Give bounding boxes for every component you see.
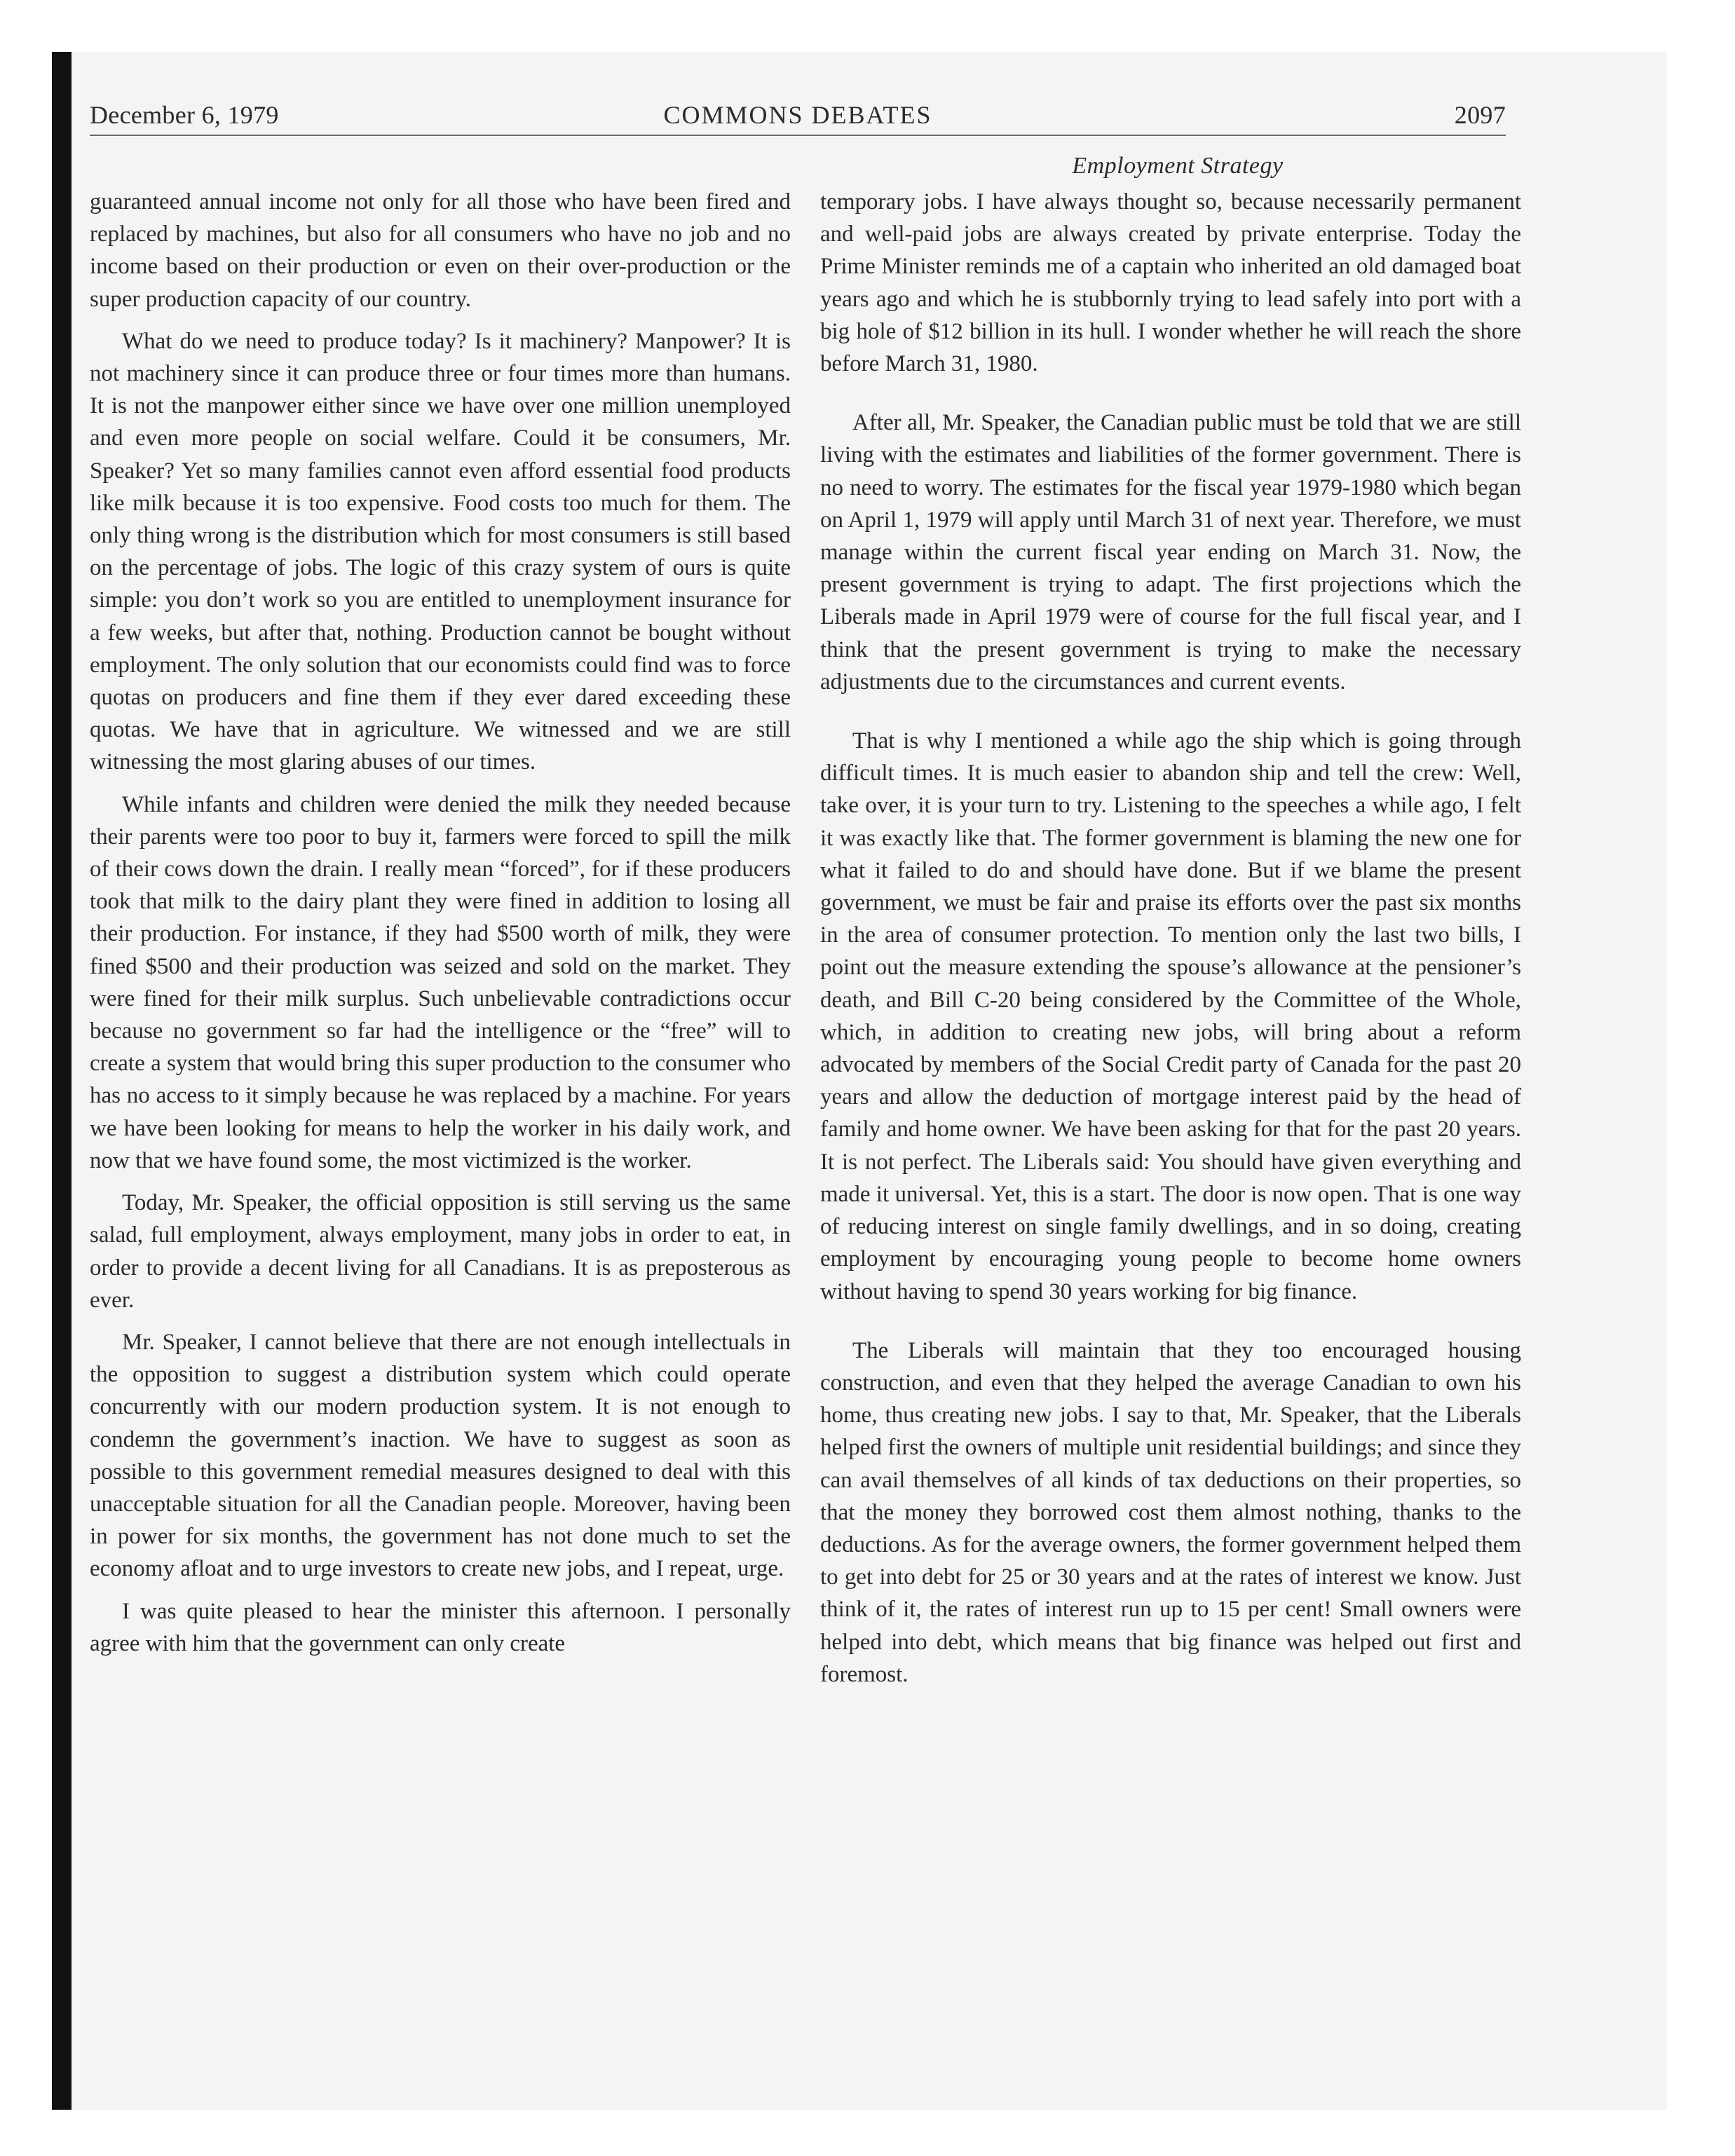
- header-date: December 6, 1979: [90, 101, 279, 129]
- scan-border: [52, 52, 72, 2110]
- paragraph: While infants and children were denied the milk they needed because their parents were too poor to buy it, farmers were forced to spill the milk of their cows down the drain. I really mean “forced”, for if these producers took that milk to the dairy plant they were fined in addition to losing all their production. For instance, if they had $500 worth of milk, they were fined $500 and their production was seized and sold on the market. They were fined for their milk surplus. Such unbelievable contradictions occur because no government so far had the intelligence or the “free” will to create a system that would bring this super production to the consumer who has no access to it simply because he was replaced by a machine. For years we have been looking for means to help the worker in his daily work, and now that we have found some, the most victimized is the worker.: [90, 791, 791, 1173]
- paragraph: guaranteed annual income not only for all those who have been fired and replaced by machines, but also for all consumers who have no job and no income based on their production or even on their over-production or the super production capacity of our country.: [90, 189, 791, 312]
- running-header: [90, 95, 1506, 136]
- paragraph: After all, Mr. Speaker, the Canadian public must be told that we are still living with the estimates and liabilities of the former government. There is no need to worry. The estimates for the fiscal year 1979-1980 which began on April 1, 1979 will apply until March 31 of next year. Therefore, we must manage within the current fiscal year ending on March 31. Now, the present government is trying to adapt. The first projections which the Liberals made in April 1979 were of course for the full fiscal year, and I think that the present government is trying to make the necessary adjustments due to the circumstances and current events.: [820, 410, 1521, 695]
- header-page-number: 2097: [1454, 101, 1506, 129]
- paragraph: What do we need to produce today? Is it machinery? Manpower? It is not machinery since it can produce three or four times more than humans. It is not the manpower either since we have over one million unemployed and even more people on social welfare. Could it be consumers, Mr. Speaker? Yet so many families cannot even afford essential food products like milk because it is too expensive. Food costs too much for them. The only thing wrong is the distribution which for most consumers is still based on the percentage of jobs. The logic of this crazy system of ours is quite simple: you don’t work so you are entitled to unemployment insurance for a few weeks, but after that, nothing. Production cannot be bought without employment. The only solution that our economists could find was to force quotas on producers and fine them if they ever dared exceeding these quotas. We have that in agriculture. We witnessed and we are still witnessing the most glaring abuses of our times.: [90, 328, 791, 775]
- right-column: [820, 186, 1521, 1691]
- paragraph: Today, Mr. Speaker, the official opposition is still serving us the same salad, full employment, always employment, many jobs in order to eat, in order to provide a decent living for all Canadians. It is as preposterous as ever.: [90, 1190, 791, 1313]
- left-column: [90, 186, 791, 1660]
- paragraph: temporary jobs. I have always thought so, because necessarily permanent and well-paid jobs are always created by private enterprise. Today the Prime Minister reminds me of a captain who inherited an old damaged boat years ago and which he is stubbornly trying to lead safely into port with a big hole of $12 billion in its hull. I wonder whether he will reach the shore before March 31, 1980.: [820, 189, 1521, 377]
- paragraph: I was quite pleased to hear the minister this afternoon. I personally agree with him that the government can only create: [90, 1598, 791, 1656]
- paragraph: The Liberals will maintain that they too encouraged housing construction, and even that they helped the average Canadian to own his home, thus creating new jobs. I say to that, Mr. Speaker, that the Liberals helped first the owners of multiple unit residential buildings; and since they can avail themselves of all kinds of tax deductions on their properties, so that the money they borrowed cost them almost nothing, thanks to the deductions. As for the average owners, the former government helped them to get into debt for 25 or 30 years and at the rates of interest we know. Just think of it, the rates of interest run up to 15 per cent! Small owners were helped into debt, which means that big finance was helped out first and foremost.: [820, 1337, 1521, 1687]
- header-journal-title: COMMONS DEBATES: [663, 101, 932, 129]
- section-heading: Employment Strategy: [1072, 153, 1284, 179]
- paragraph: That is why I mentioned a while ago the ship which is going through difficult times. It is much easier to abandon ship and tell the crew: Well, take over, it is your turn to try. Listening to the speeches a while ago, I felt it was exactly like that. The former government is blaming the new one for what it failed to do and should have done. But if we blame the present government, we must be fair and praise its efforts over the past six months in the area of consumer protection. To mention only the last two bills, I point out the measure extending the spouse’s allowance at the pensioner’s death, and Bill C-20 being considered by the Committee of the Whole, which, in addition to creating new jobs, will bring about a reform advocated by members of the Social Credit party of Canada for the past 20 years and allow the deduction of mortgage interest paid by the head of family and home owner. We have been asking for that for the past 20 years. It is not perfect. The Liberals said: You should have given everything and made it universal. Yet, this is a start. The door is now open. That is one way of reducing interest on single family dwellings, and in so doing, creating employment by encouraging young people to become home owners without having to spend 30 years working for big finance.: [820, 728, 1521, 1304]
- paragraph: Mr. Speaker, I cannot believe that there are not enough intellectuals in the opposition to suggest a distribution system which could operate concurrently with our modern production system. It is not enough to condemn the government’s inaction. We have to suggest as soon as possible to this government remedial measures designed to deal with this unacceptable situation for all the Canadian people. Moreover, having been in power for six months, the government has not done much to set the economy afloat and to urge investors to create new jobs, and I repeat, urge.: [90, 1329, 791, 1582]
